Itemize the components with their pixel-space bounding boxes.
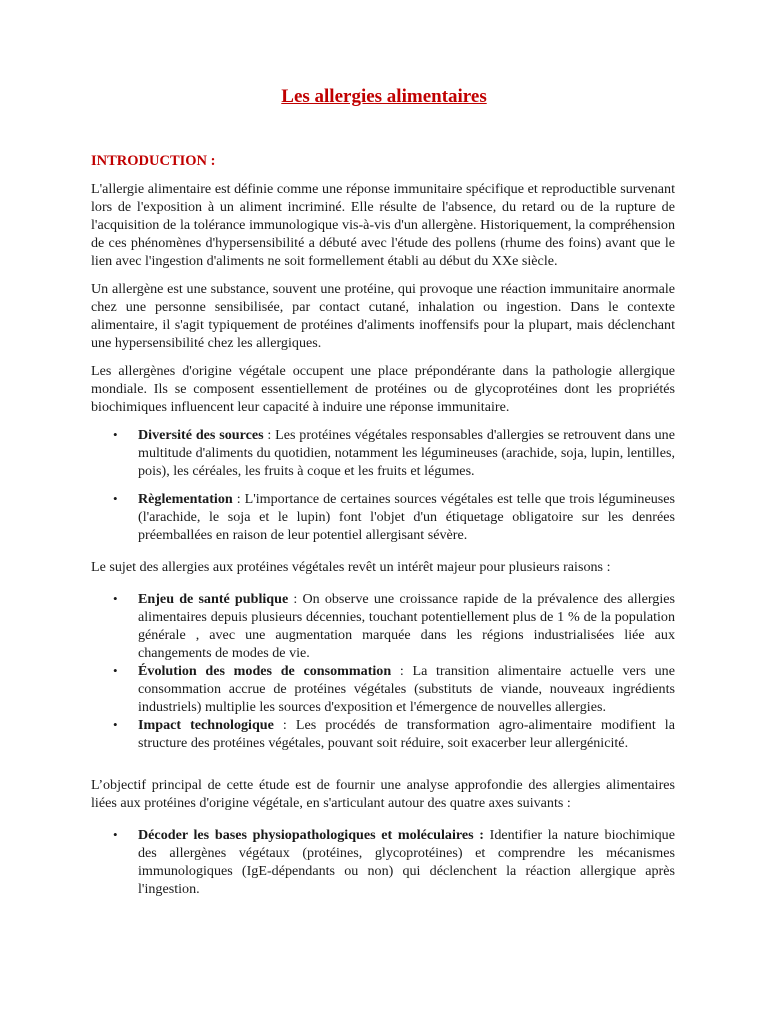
list-item xyxy=(91,826,675,898)
list-item xyxy=(91,716,675,752)
bullet-icon: • xyxy=(113,717,118,732)
list-item xyxy=(91,426,675,480)
list-sources xyxy=(91,426,675,544)
list-item-term: Diversité des sources xyxy=(138,427,264,443)
list-item-text: : Les procédés de transformation agro-alimentaire modifient la structure des protéines végétales, pouvant soit réduire, soit exacerber leur allergénicité. xyxy=(138,717,675,751)
document-title: Les allergies alimentaires xyxy=(281,86,487,107)
list-item xyxy=(91,490,675,544)
list-item-term: Décoder les bases physiopathologiques et moléculaires : xyxy=(138,827,484,843)
document-body xyxy=(91,152,675,898)
list-reasons xyxy=(91,590,675,752)
list-item-text: : On observe une croissance rapide de la prévalence des allergies alimentaires depuis plusieurs décennies, touchant potentiellement plus de 1 % de la population générale , avec une augmentation marquée dans les régions industrialisées liée aux changements de modes de vie. xyxy=(138,591,675,661)
list-item xyxy=(91,590,675,662)
bullet-icon: • xyxy=(113,491,118,506)
bullet-icon: • xyxy=(113,591,118,606)
list-item-text: : La transition alimentaire actuelle vers une consommation accrue de protéines végétales (substituts de viande, nouveaux ingrédients industriels) multiplie les sources d'exposition et l'émergence de nouvelles allergies. xyxy=(138,663,675,715)
list-item-text: : L'importance de certaines sources végétales est telle que trois légumineuses (l'arachide, le soja et le lupin) font l'objet d'un étiquetage obligatoire sur les denrées préemballées en raison de leur potentiel allergisant sévère. xyxy=(138,491,675,543)
list-item-term: Enjeu de santé publique xyxy=(138,591,289,607)
list-axes xyxy=(91,826,675,898)
paragraph-objective: L’objectif principal de cette étude est de fournir une analyse approfondie des allergies alimentaires liées aux protéines d'origine végétale, en s'articulant autour des quatre axes suivants : xyxy=(91,777,675,811)
intro-heading: INTRODUCTION : xyxy=(91,153,216,169)
list-item xyxy=(91,662,675,716)
bullet-icon: • xyxy=(113,827,118,842)
list-item-term: Impact technologique xyxy=(138,717,274,733)
list-item-text: Identifier la nature biochimique des allergènes végétaux (protéines, glycoprotéines) et comprendre les mécanismes immunologiques (IgE-dépendants ou non) qui déclenchent la réaction allergique après l'ingestion. xyxy=(138,827,675,897)
bullet-icon: • xyxy=(113,663,118,678)
bullet-icon: • xyxy=(113,427,118,442)
list-item-term: Règlementation xyxy=(138,491,233,507)
paragraph-interest: Le sujet des allergies aux protéines végétales revêt un intérêt majeur pour plusieurs raisons : xyxy=(91,559,611,575)
list-item-text: : Les protéines végétales responsables d'allergies se retrouvent dans une multitude d'aliments du quotidien, notamment les légumineuses (arachide, soja, lupin, lentilles, pois), les céréales, les fruits à coque et les fruits et légumes. xyxy=(138,427,675,479)
paragraph-allergen: Un allergène est une substance, souvent une protéine, qui provoque une réaction immunitaire anormale chez une personne sensibilisée, par contact cutané, inhalation ou ingestion. Dans le contexte alimentaire, il s'agit typiquement de protéines d'aliments inoffensifs pour la plupart, mais déclenchant une hypersensibilité chez les allergiques. xyxy=(91,281,675,351)
paragraph-definition: L'allergie alimentaire est définie comme une réponse immunitaire spécifique et reproductible survenant lors de l'exposition à un aliment incriminé. Elle résulte de l'absence, du retard ou de la rupture de l'acquisition de la tolérance immunologique vis-à-vis d'un allergène. Historiquement, la compréhension de ces phénomènes d'hypersensibilité a débuté avec l'étude des pollens (rhume des foins) avant que le lien avec l'ingestion d'aliments ne soit formellement établi au début du XXe siècle. xyxy=(91,181,675,269)
paragraph-vegetal: Les allergènes d'origine végétale occupent une place prépondérante dans la pathologie allergique mondiale. Ils se composent essentiellement de protéines ou de glycoprotéines dont les propriétés biochimiques influencent leur capacité à induire une réponse immunitaire. xyxy=(91,363,675,415)
list-item-term: Évolution des modes de consommation xyxy=(138,663,392,679)
